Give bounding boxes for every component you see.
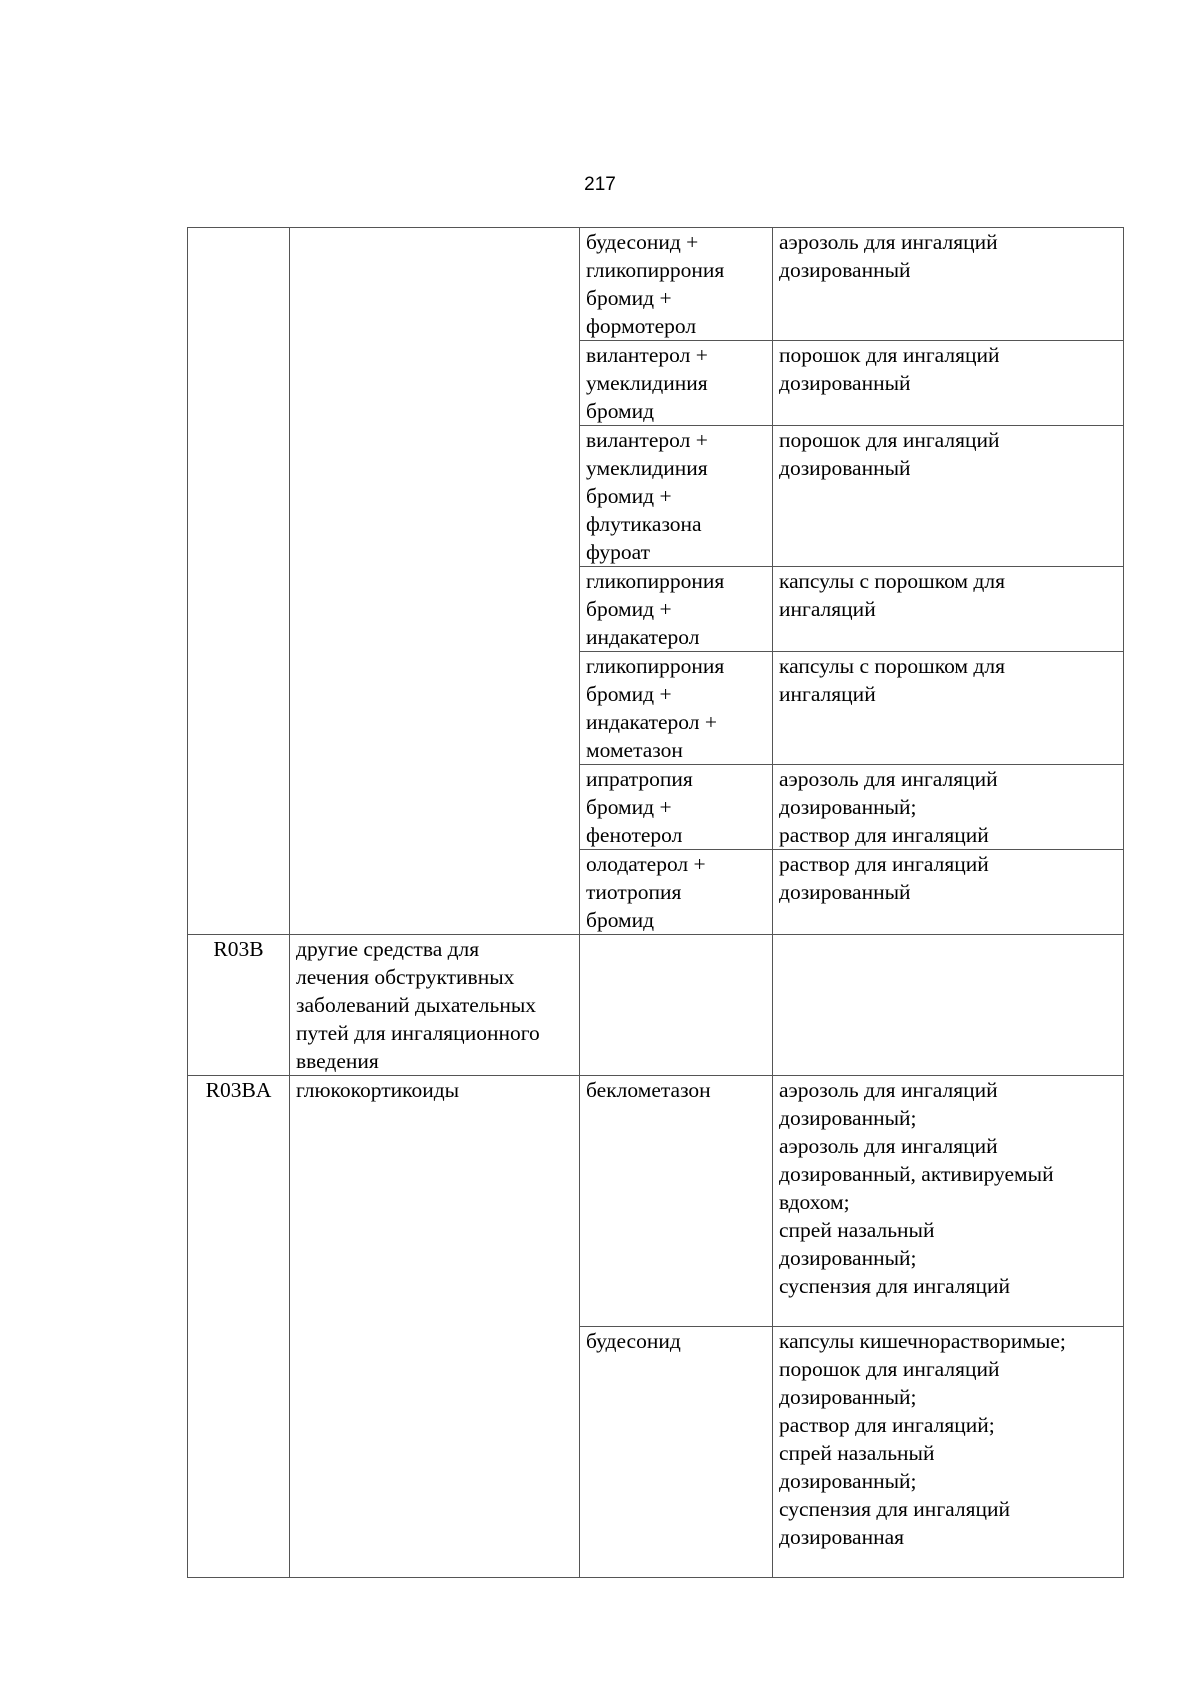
dosage-form-cell — [773, 652, 1124, 765]
drug-line: бромид + — [586, 682, 672, 706]
drug-name-cell — [580, 850, 773, 935]
atc-code-cell-empty — [188, 228, 290, 935]
form-line: дозированная — [779, 1525, 905, 1549]
form-line: аэрозоль для ингаляций — [779, 1078, 998, 1102]
dosage-form-cell — [773, 765, 1124, 850]
form-line: аэрозоль для ингаляций — [779, 230, 998, 254]
drug-name-cell — [580, 426, 773, 567]
atc-group-name — [290, 935, 580, 1076]
form-line: дозированный; — [779, 795, 917, 819]
drug-line: вилантерол + — [586, 343, 708, 367]
table-row-group-r03b — [188, 935, 1124, 1076]
form-line: дозированный; — [779, 1469, 917, 1493]
drug-name-cell — [580, 765, 773, 850]
form-line: ингаляций — [779, 597, 876, 621]
form-line: дозированный — [779, 371, 911, 395]
dosage-form-cell — [773, 426, 1124, 567]
group-line: другие средства для — [296, 937, 480, 961]
drug-name-cell — [580, 652, 773, 765]
table-row — [188, 228, 1124, 341]
group-line: заболеваний дыхательных — [296, 993, 537, 1017]
form-line: дозированный; — [779, 1385, 917, 1409]
form-line: спрей назальный — [779, 1441, 935, 1465]
drug-line: бромид + — [586, 795, 672, 819]
dosage-form-cell — [773, 228, 1124, 341]
form-line: капсулы с порошком для — [779, 654, 1005, 678]
drug-name-cell-empty — [580, 935, 773, 1076]
drug-line: беклометазон — [586, 1078, 711, 1102]
atc-code: R03BA — [188, 1076, 290, 1578]
drug-name-cell — [580, 567, 773, 652]
group-line: лечения обструктивных — [296, 965, 515, 989]
drug-line: фенотерол — [586, 823, 683, 847]
form-line: суспензия для ингаляций — [779, 1497, 1010, 1521]
drug-line: будесонид + — [586, 230, 699, 254]
form-line: суспензия для ингаляций — [779, 1274, 1010, 1298]
form-line: аэрозоль для ингаляций — [779, 1134, 998, 1158]
drug-line: бромид + — [586, 484, 672, 508]
form-line: дозированный; — [779, 1246, 917, 1270]
group-line: путей для ингаляционного — [296, 1021, 540, 1045]
dosage-form-cell — [773, 1076, 1124, 1327]
drug-line: умеклидиния — [586, 456, 708, 480]
form-line: спрей назальный — [779, 1218, 935, 1242]
drug-line: фуроат — [586, 540, 651, 564]
form-line: порошок для ингаляций — [779, 1357, 1000, 1381]
drug-line: будесонид — [586, 1329, 681, 1353]
form-line: ингаляций — [779, 682, 876, 706]
drug-line: ипратропия — [586, 767, 693, 791]
drug-name-cell — [580, 1327, 773, 1578]
dosage-form-cell — [773, 567, 1124, 652]
drug-line: флутиказона — [586, 512, 702, 536]
drug-name-cell — [580, 1076, 773, 1327]
form-line: аэрозоль для ингаляций — [779, 767, 998, 791]
drug-line: бромид — [586, 908, 655, 932]
drug-line: индакатерол — [586, 625, 700, 649]
dosage-form-cell — [773, 1327, 1124, 1578]
form-line: порошок для ингаляций — [779, 343, 1000, 367]
dosage-form-cell — [773, 850, 1124, 935]
form-line: дозированный — [779, 880, 911, 904]
form-line: дозированный — [779, 258, 911, 282]
drug-line: гликопиррония — [586, 569, 725, 593]
drug-line: тиотропия — [586, 880, 682, 904]
form-line: раствор для ингаляций; — [779, 1413, 995, 1437]
form-line: вдохом; — [779, 1190, 850, 1214]
drug-line: олодатерол + — [586, 852, 706, 876]
drug-line: бромид + — [586, 286, 672, 310]
form-line: капсулы кишечнорастворимые; — [779, 1329, 1066, 1353]
dosage-form-cell-empty — [773, 935, 1124, 1076]
dosage-form-cell — [773, 341, 1124, 426]
drug-line: гликопиррония — [586, 654, 725, 678]
group-line: глюкокортикоиды — [296, 1078, 460, 1102]
drug-name-cell — [580, 341, 773, 426]
atc-group-name — [290, 1076, 580, 1578]
drug-line: индакатерол + — [586, 710, 717, 734]
form-line: дозированный — [779, 456, 911, 480]
form-line: раствор для ингаляций — [779, 852, 989, 876]
form-line: порошок для ингаляций — [779, 428, 1000, 452]
drug-line: бромид — [586, 399, 655, 423]
form-line: раствор для ингаляций — [779, 823, 989, 847]
drug-line: вилантерол + — [586, 428, 708, 452]
form-line: дозированный, активируемый — [779, 1162, 1054, 1186]
form-line: капсулы с порошком для — [779, 569, 1005, 593]
medicines-table — [187, 227, 1124, 1578]
drug-line: умеклидиния — [586, 371, 708, 395]
page-number: 217 — [584, 174, 616, 195]
drug-name-cell — [580, 228, 773, 341]
group-line: введения — [296, 1049, 379, 1073]
drug-line: гликопиррония — [586, 258, 725, 282]
atc-code: R03B — [188, 935, 290, 1076]
atc-group-cell-empty — [290, 228, 580, 935]
drug-line: формотерол — [586, 314, 697, 338]
form-line: дозированный; — [779, 1106, 917, 1130]
drug-line: мометазон — [586, 738, 683, 762]
drug-line: бромид + — [586, 597, 672, 621]
table-row-group-r03ba — [188, 1076, 1124, 1327]
